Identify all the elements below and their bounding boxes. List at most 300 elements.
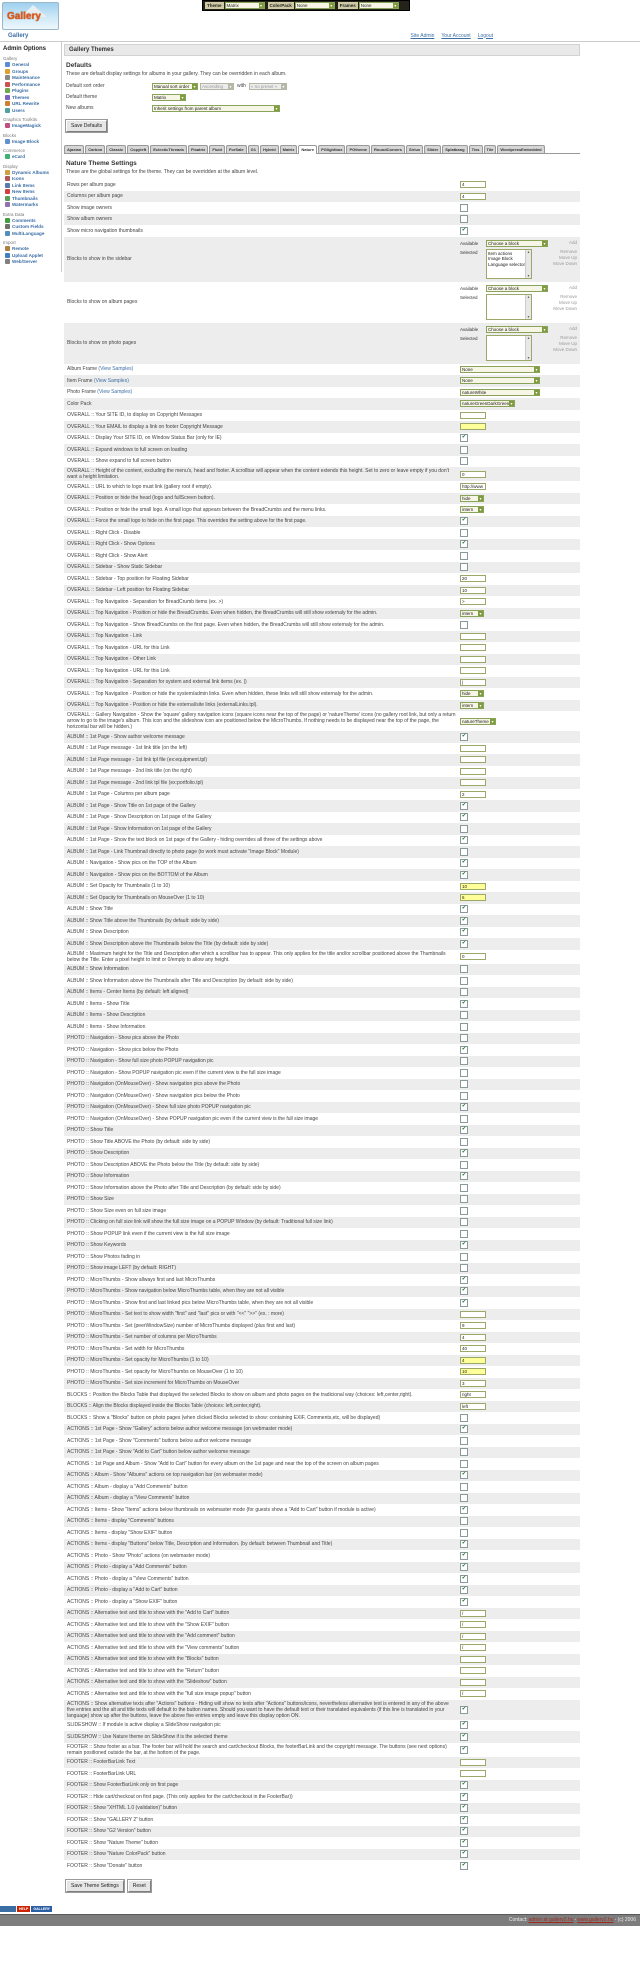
sidebar-item-users[interactable] — [5, 108, 60, 114]
setting-label — [64, 951, 456, 963]
setting-checkbox[interactable] — [460, 552, 468, 560]
setting-text-input[interactable] — [460, 1380, 486, 1387]
tab-copyleft[interactable]: Copyleft — [127, 145, 149, 153]
add-block-link[interactable]: Add — [568, 325, 577, 331]
sidebar-item-plugins[interactable] — [5, 88, 60, 94]
setting-checkbox[interactable]: ✔ — [461, 813, 467, 820]
settings-row — [64, 1791, 580, 1803]
setting-text-input[interactable] — [460, 1621, 486, 1628]
setting-checkbox[interactable]: ✔ — [461, 1827, 467, 1834]
setting-text-input[interactable] — [460, 1322, 486, 1329]
setting-label-text: ACTIONS :: Items - display "Show EXIF" button — [67, 1529, 173, 1536]
listbox-scrollbar[interactable] — [525, 295, 531, 319]
setting-label-text: PHOTO :: Show Title ABOVE the Photo (by default: side by side) — [67, 1138, 211, 1145]
setting-text-input[interactable] — [460, 1334, 486, 1341]
setting-checkbox[interactable]: ✔ — [461, 916, 467, 923]
tab-nature[interactable]: Nature — [298, 145, 317, 154]
setting-checkbox[interactable] — [460, 1494, 468, 1502]
setting-checkbox[interactable]: ✔ — [461, 434, 467, 441]
setting-text-input[interactable] — [460, 756, 486, 763]
tab-roundcorners[interactable]: RoundCorners — [371, 145, 405, 153]
setting-checkbox[interactable]: ✔ — [461, 1172, 467, 1179]
footer-bar — [0, 1914, 640, 1926]
settings-row — [64, 202, 580, 214]
setting-dropdown-value: natureWhite — [462, 389, 487, 395]
tab-fluid[interactable]: Fluid — [209, 145, 225, 153]
remove-block-link[interactable]: Remove — [560, 248, 577, 254]
setting-checkbox[interactable]: ✔ — [461, 1540, 467, 1547]
settings-row — [64, 1516, 580, 1528]
view-samples-link[interactable]: (View Samples) — [93, 377, 129, 384]
settings-row — [64, 869, 580, 881]
selected-label: Selected — [460, 249, 478, 255]
save-theme-settings-button[interactable]: Save Theme Settings — [66, 1880, 124, 1892]
setting-label — [64, 1196, 456, 1202]
tab-hybrid[interactable]: Hybrid — [260, 145, 279, 153]
setting-checkbox[interactable]: ✔ — [461, 1298, 467, 1305]
setting-checkbox[interactable] — [460, 1138, 468, 1146]
selected-blocks-list[interactable] — [486, 335, 532, 361]
frames-switcher-dropdown[interactable] — [359, 2, 399, 9]
sidebar-item-thumbnails[interactable] — [5, 196, 60, 202]
setting-dropdown[interactable] — [460, 702, 484, 709]
setting-label-text: ALBUM :: Navigation - Show pics on the TOP of the Album — [67, 860, 197, 867]
setting-checkbox[interactable]: ✔ — [461, 1838, 467, 1845]
setting-dropdown[interactable] — [460, 718, 496, 725]
setting-checkbox[interactable]: ✔ — [461, 939, 467, 946]
setting-label-text: PHOTO :: MicroThumbs - Set opacity for MicroThumbs (1 to 10) — [67, 1357, 209, 1364]
setting-checkbox[interactable] — [460, 1034, 468, 1042]
setting-checkbox[interactable] — [460, 621, 468, 629]
setting-checkbox[interactable] — [460, 1517, 468, 1525]
sidebar-item-icons[interactable] — [5, 176, 60, 182]
setting-checkbox[interactable]: ✔ — [461, 1551, 467, 1558]
settings-row — [64, 421, 580, 433]
setting-dropdown-value: natureTheme — [462, 718, 489, 724]
setting-checkbox[interactable] — [460, 1529, 468, 1537]
setting-label — [64, 1863, 456, 1869]
setting-label-text: ALBUM :: Show Description above the Thumbnails below the Title (by default: side by side) — [67, 940, 269, 947]
settings-row — [64, 179, 580, 191]
selected-blocks-list[interactable] — [486, 249, 532, 279]
tab-forsale[interactable]: ForSale — [226, 145, 247, 153]
chevron-down-icon: ▾ — [282, 83, 285, 89]
sidebar-item-general[interactable] — [5, 62, 60, 68]
setting-label-text: ACTIONS :: Album - display a "Add Comments" button — [67, 1483, 188, 1490]
sidebar-item-multilanguage[interactable] — [5, 231, 60, 237]
tab-carbon[interactable]: Carbon — [85, 145, 105, 153]
setting-checkbox[interactable]: ✔ — [461, 801, 467, 808]
sort-direction-value: Ascending — [202, 83, 224, 89]
setting-checkbox[interactable] — [460, 1437, 468, 1445]
setting-checkbox[interactable]: ✔ — [461, 870, 467, 877]
setting-checkbox[interactable]: ✔ — [461, 1861, 467, 1868]
scroll-up-icon: ▴ — [527, 293, 530, 299]
move-down-link[interactable]: Move Down — [553, 260, 577, 266]
setting-text-input[interactable] — [460, 1770, 486, 1777]
setting-checkbox[interactable] — [460, 1195, 468, 1203]
move-down-link[interactable]: Move Down — [553, 346, 577, 352]
gallery-logo[interactable] — [2, 2, 59, 30]
sort-preset-dropdown[interactable] — [249, 83, 287, 90]
tab-tile[interactable]: Tile — [484, 145, 497, 153]
setting-checkbox[interactable] — [460, 446, 468, 454]
setting-label — [64, 1231, 456, 1237]
tab-ajaxian[interactable]: Ajaxian — [64, 145, 84, 153]
themes-icon — [5, 95, 10, 100]
setting-checkbox[interactable] — [460, 457, 468, 465]
setting-text-input[interactable] — [460, 1633, 486, 1640]
sidebar-item-maintenance[interactable] — [5, 75, 60, 81]
setting-checkbox[interactable] — [460, 563, 468, 571]
setting-text-input[interactable] — [460, 575, 486, 582]
sidebar-item-web-server[interactable] — [5, 259, 60, 265]
setting-text-input[interactable] — [460, 412, 486, 419]
setting-label-text: ACTIONS :: 1st Page - Show "Comments" buttons below author welcome message — [67, 1437, 252, 1444]
new-items-icon — [5, 189, 10, 194]
sidebar-item-link-items[interactable] — [5, 183, 60, 189]
setting-label-text: PHOTO :: Show Size — [67, 1196, 114, 1203]
setting-label — [64, 228, 456, 234]
sidebar-item-comments[interactable] — [5, 218, 60, 224]
sidebar-item-new-items[interactable] — [5, 189, 60, 195]
theme-switcher-dropdown[interactable] — [225, 2, 265, 9]
settings-row — [64, 1539, 580, 1551]
setting-text-input[interactable] — [460, 644, 486, 651]
setting-checkbox[interactable]: ✔ — [461, 732, 467, 739]
listbox-scrollbar[interactable] — [525, 250, 531, 278]
tab-g1[interactable]: G1 — [248, 145, 259, 153]
setting-dropdown[interactable] — [460, 690, 484, 697]
setting-checkbox[interactable] — [460, 1161, 468, 1169]
setting-checkbox[interactable]: ✔ — [461, 1850, 467, 1857]
nav-link[interactable]: Logout — [477, 32, 493, 39]
settings-row — [64, 927, 580, 939]
sidebar-item-imagemagick[interactable] — [5, 123, 60, 129]
available-blocks-dropdown[interactable] — [486, 240, 548, 247]
setting-label-text: PHOTO :: Show Description ABOVE the Photo below the Title (by default: side by side) — [67, 1161, 260, 1168]
setting-label-text: SLIDESHOW :: If module is active display a SlideShow navigation pic — [67, 1722, 221, 1729]
sidebar-item-ecard[interactable] — [5, 154, 60, 160]
setting-checkbox[interactable] — [460, 1057, 468, 1065]
setting-checkbox[interactable] — [460, 848, 468, 856]
add-block-link[interactable]: Add — [568, 239, 577, 245]
setting-checkbox[interactable] — [460, 1069, 468, 1077]
setting-text-input[interactable] — [460, 193, 486, 200]
setting-checkbox[interactable]: ✔ — [461, 1275, 467, 1282]
setting-checkbox[interactable]: ✔ — [461, 1241, 467, 1248]
settings-row — [64, 1113, 580, 1125]
settings-row — [64, 1343, 580, 1355]
setting-text-input[interactable] — [460, 1759, 486, 1766]
tab-siriux[interactable]: Siriux — [406, 145, 423, 153]
setting-checkbox[interactable]: ✔ — [461, 1574, 467, 1581]
setting-checkbox[interactable]: ✔ — [461, 905, 467, 912]
setting-checkbox[interactable]: ✔ — [461, 1471, 467, 1478]
setting-text-input[interactable] — [460, 779, 486, 786]
setting-checkbox[interactable]: ✔ — [461, 1045, 467, 1052]
setting-checkbox[interactable]: ✔ — [461, 1103, 467, 1110]
setting-checkbox[interactable] — [460, 1230, 468, 1238]
setting-checkbox[interactable]: ✔ — [461, 1586, 467, 1593]
sidebar-section-title: Graphics Toolkits — [3, 117, 38, 122]
setting-label-text: PHOTO :: Show POPUP link even if the current view is the full size image — [67, 1230, 230, 1237]
move-down-link[interactable]: Move Down — [553, 305, 577, 311]
setting-label-text: PHOTO :: Show Keywords — [67, 1242, 127, 1249]
theme-settings-description: These are the global settings for the theme. They can be overridden at the album level. — [66, 169, 259, 175]
setting-text-input[interactable] — [460, 745, 486, 752]
setting-text-input[interactable] — [460, 633, 486, 640]
setting-checkbox[interactable]: ✔ — [461, 1745, 467, 1752]
setting-text-input[interactable] — [460, 598, 486, 605]
setting-dropdown[interactable] — [460, 389, 540, 396]
setting-label-text: OVERALL :: Top Navigation - Link — [67, 633, 143, 640]
sidebar-item-custom-fields[interactable] — [5, 224, 60, 230]
move-up-link[interactable]: Move Up — [558, 340, 577, 346]
setting-label-text: OVERALL :: Gallery Navigation - Show the 'square' gallery navigation icons (square icons near the top of the page) or 'natureTheme' icons (no gallery root link, but only a return arrow to go to the image's album. This icon and the slideshow icon are positioned below the MicroThumbs. If nothing needs to be displayed near the top of the page, the horizontal bar will be hidden.) — [67, 712, 456, 730]
footer-badge-2[interactable]: HELP — [19, 1906, 29, 1911]
setting-label-text: ALBUM :: Items - Show Title — [67, 1000, 130, 1007]
setting-text-input[interactable] — [460, 1644, 486, 1651]
setting-checkbox[interactable] — [460, 965, 468, 973]
tab-splatbang[interactable]: Splatbang — [442, 145, 467, 153]
setting-checkbox[interactable]: ✔ — [461, 1126, 467, 1133]
setting-checkbox[interactable] — [460, 1207, 468, 1215]
setting-checkbox[interactable]: ✔ — [461, 1597, 467, 1604]
setting-label-text: OVERALL :: Height of the content, excluding the menu's, head and footer. A scrollbar will appear when the content extends this height. Set to zero or leave empty if you don't want a height limitation. — [67, 468, 449, 480]
setting-label-text: FOOTER :: Show FooterBarLink only on first page — [67, 1782, 179, 1789]
setting-checkbox[interactable]: ✔ — [461, 1792, 467, 1799]
tab-tixs[interactable]: Tixs — [469, 145, 483, 153]
setting-checkbox[interactable]: ✔ — [461, 1705, 467, 1712]
footer-email-link[interactable]: admin at gallery2.hu — [528, 1917, 574, 1923]
sidebar-sections — [3, 56, 60, 265]
setting-checkbox[interactable] — [460, 1253, 468, 1261]
setting-label-text: ACTIONS :: Items - Show "Items" actions below thumbnails on webmaster mode (for guests show a "Add to Cart" button if module is active) — [67, 1506, 376, 1513]
sidebar-item-watermarks[interactable] — [5, 202, 60, 208]
listbox-scrollbar[interactable] — [525, 336, 531, 360]
remove-block-link[interactable]: Remove — [560, 293, 577, 299]
sidebar-item-label: eCard — [12, 154, 26, 159]
available-blocks-dropdown-value: Choose a block — [488, 285, 520, 291]
setting-text-input[interactable] — [460, 1403, 486, 1410]
setting-dropdown[interactable] — [460, 377, 540, 384]
available-blocks-dropdown[interactable] — [486, 326, 548, 333]
setting-text-input[interactable] — [460, 1357, 486, 1364]
footer-badge-3[interactable]: GALLERY — [33, 1906, 50, 1911]
sidebar-item-url-rewrite[interactable] — [5, 101, 60, 107]
sidebar-section-title: Import — [3, 240, 16, 245]
setting-checkbox[interactable] — [460, 1218, 468, 1226]
sidebar-item-themes[interactable] — [5, 95, 60, 101]
view-samples-link[interactable]: (View Samples) — [97, 389, 133, 396]
tab-matrix[interactable]: Matrix — [280, 145, 298, 153]
setting-text-input[interactable] — [460, 679, 486, 686]
remove-block-link[interactable]: Remove — [560, 334, 577, 340]
setting-dropdown[interactable] — [460, 366, 540, 373]
setting-text-input[interactable] — [460, 1690, 486, 1697]
default-theme-dropdown[interactable] — [152, 94, 186, 101]
setting-checkbox[interactable]: ✔ — [461, 999, 467, 1006]
setting-label — [64, 814, 456, 820]
setting-checkbox[interactable]: ✔ — [461, 859, 467, 866]
setting-label — [64, 1426, 456, 1432]
move-up-link[interactable]: Move Up — [558, 299, 577, 305]
settings-row — [64, 562, 580, 574]
setting-checkbox[interactable]: ✔ — [461, 1721, 467, 1728]
tab-classic[interactable]: Classic — [106, 145, 126, 153]
footer-badge-1[interactable] — [0, 1906, 16, 1912]
sidebar-item-remote[interactable] — [5, 246, 60, 252]
setting-checkbox[interactable]: ✔ — [461, 1505, 467, 1512]
sort-order-dropdown[interactable] — [152, 83, 198, 90]
setting-text-input[interactable] — [460, 471, 486, 478]
setting-label — [64, 1242, 456, 1248]
nav-link[interactable]: Site Admin — [410, 32, 435, 39]
tab-floatrix[interactable]: Floatrix — [188, 145, 208, 153]
setting-label — [64, 1851, 456, 1857]
selected-blocks-list[interactable] — [486, 294, 532, 320]
tab-wordpressembedded[interactable]: WordpressEmbedded — [497, 145, 544, 153]
setting-checkbox[interactable] — [460, 1080, 468, 1088]
reset-button[interactable]: Reset — [128, 1880, 151, 1892]
setting-checkbox[interactable]: ✔ — [461, 1149, 467, 1156]
add-block-link[interactable]: Add — [568, 284, 577, 290]
setting-checkbox[interactable]: ✔ — [461, 540, 467, 547]
setting-text-input[interactable] — [460, 181, 486, 188]
setting-text-input[interactable] — [460, 1345, 486, 1352]
setting-checkbox[interactable]: ✔ — [461, 1287, 467, 1294]
tab-pglightbox[interactable]: PGlightbox — [318, 145, 345, 153]
setting-checkbox[interactable] — [460, 1092, 468, 1100]
setting-checkbox[interactable] — [460, 1264, 468, 1272]
setting-text-input[interactable] — [460, 656, 486, 663]
view-samples-link[interactable]: (View Samples) — [98, 366, 134, 373]
setting-label-text: OVERALL :: Expand windows to full screen on loading — [67, 446, 188, 453]
setting-checkbox[interactable] — [460, 1483, 468, 1491]
setting-label-text: PHOTO :: Show Information above the Photo after Title and Description (by default: side by side) — [67, 1184, 281, 1191]
sidebar-item-groups[interactable] — [5, 69, 60, 75]
tab-slider[interactable]: Slider — [424, 145, 441, 153]
setting-checkbox[interactable]: ✔ — [461, 517, 467, 524]
setting-checkbox[interactable] — [460, 204, 468, 212]
setting-label — [64, 1744, 456, 1756]
sidebar-item-image-block[interactable] — [5, 139, 60, 145]
setting-text-input[interactable] — [460, 768, 486, 775]
setting-checkbox[interactable]: ✔ — [461, 1425, 467, 1432]
setting-text-input[interactable] — [460, 1610, 486, 1617]
block-option[interactable]: Language selector — [488, 261, 525, 267]
setting-checkbox[interactable] — [460, 988, 468, 996]
tab-eclecticthreads[interactable]: EclecticThreads — [150, 145, 187, 153]
setting-dropdown[interactable] — [460, 506, 484, 513]
sidebar-item-upload-applet[interactable] — [5, 253, 60, 259]
settings-row — [64, 766, 580, 778]
sidebar-item-dynamic-albums[interactable] — [5, 170, 60, 176]
setting-checkbox[interactable] — [460, 977, 468, 985]
setting-label-text: ALBUM :: Show Information — [67, 966, 129, 973]
setting-text-input[interactable] — [460, 483, 486, 490]
setting-text-input[interactable] — [460, 894, 486, 901]
setting-text-input[interactable] — [460, 953, 486, 960]
setting-dropdown[interactable] — [460, 495, 484, 502]
setting-checkbox[interactable]: ✔ — [461, 928, 467, 935]
setting-checkbox[interactable] — [460, 1011, 468, 1019]
tab-pgtheme[interactable]: PGtheme — [346, 145, 370, 153]
setting-dropdown[interactable] — [460, 610, 484, 617]
setting-checkbox[interactable] — [460, 1414, 468, 1422]
available-blocks-dropdown[interactable] — [486, 285, 548, 292]
block-option[interactable]: Item actions — [488, 250, 513, 256]
sidebar-item-performance[interactable] — [5, 82, 60, 88]
setting-checkbox[interactable] — [460, 1460, 468, 1468]
setting-checkbox[interactable] — [460, 1184, 468, 1192]
nav-link[interactable]: Your Account — [441, 32, 471, 39]
setting-label — [64, 256, 456, 262]
setting-text-input[interactable] — [460, 423, 486, 430]
setting-text-input[interactable] — [460, 1656, 486, 1663]
setting-label-text: OVERALL :: Top Navigation - Separation for system and external link items (ex. |) — [67, 679, 247, 686]
colorpack-switcher-dropdown[interactable] — [295, 2, 335, 9]
setting-label-text: FOOTER :: FooterBarLink Text — [67, 1759, 136, 1766]
setting-label — [64, 1622, 456, 1628]
breadcrumb-gallery-link[interactable]: Gallery — [8, 32, 29, 39]
setting-dropdown[interactable] — [460, 400, 515, 407]
setting-checkbox[interactable]: ✔ — [461, 836, 467, 843]
setting-text-input[interactable] — [460, 883, 486, 890]
footer-site-link[interactable]: www.gallery2.hu — [577, 1917, 614, 1923]
chevron-down-icon: ▾ — [479, 610, 482, 616]
settings-row — [64, 835, 580, 847]
settings-row — [64, 516, 580, 528]
setting-text-input[interactable] — [460, 1667, 486, 1674]
settings-row — [64, 456, 580, 468]
setting-checkbox[interactable]: ✔ — [461, 226, 467, 233]
setting-text-input[interactable] — [460, 1391, 486, 1398]
setting-text-input[interactable] — [460, 791, 486, 798]
setting-label-text: FOOTER :: Hide cart/checkout on first page. (This only applies for the cart/checkout in the FooterBar)) — [67, 1793, 293, 1800]
setting-text-input[interactable] — [460, 1368, 486, 1375]
setting-checkbox[interactable]: ✔ — [461, 1804, 467, 1811]
settings-row — [64, 1573, 580, 1585]
setting-checkbox[interactable]: ✔ — [461, 1781, 467, 1788]
setting-checkbox[interactable] — [460, 1448, 468, 1456]
setting-label — [64, 768, 456, 774]
settings-row — [64, 1631, 580, 1643]
setting-checkbox[interactable] — [460, 529, 468, 537]
save-defaults-button[interactable]: Save Defaults — [66, 120, 107, 132]
setting-checkbox[interactable] — [460, 215, 468, 223]
new-albums-dropdown[interactable] — [152, 105, 280, 112]
block-option[interactable]: Image Block — [488, 256, 513, 261]
move-up-link[interactable]: Move Up — [558, 254, 577, 260]
setting-label — [64, 622, 456, 628]
settings-row — [64, 998, 580, 1010]
setting-checkbox[interactable] — [460, 1023, 468, 1031]
setting-text-input[interactable] — [460, 587, 486, 594]
setting-checkbox[interactable] — [460, 1115, 468, 1123]
setting-text-input[interactable] — [460, 1311, 486, 1318]
setting-checkbox[interactable]: ✔ — [461, 1563, 467, 1570]
setting-text-input[interactable] — [460, 1679, 486, 1686]
setting-checkbox[interactable]: ✔ — [461, 1732, 467, 1739]
setting-checkbox[interactable]: ✔ — [461, 1815, 467, 1822]
groups-icon — [5, 69, 10, 74]
sort-direction-dropdown[interactable] — [200, 83, 234, 90]
icons-icon — [5, 176, 10, 181]
setting-text-input[interactable] — [460, 667, 486, 674]
setting-checkbox[interactable] — [460, 825, 468, 833]
